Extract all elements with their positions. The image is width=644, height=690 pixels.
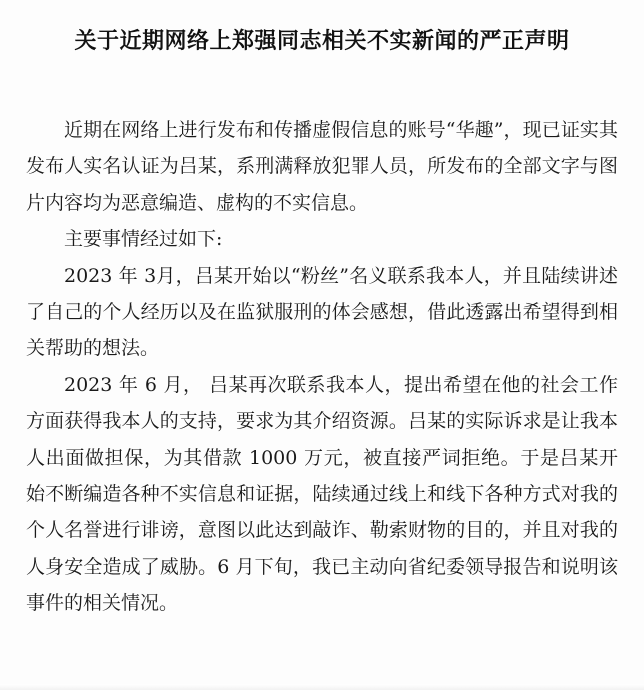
document-body	[26, 112, 618, 622]
paragraph-june-2023: 2023 年 6 月， 吕某再次联系我本人，提出希望在他的社会工作方面获得我本人的支持，要求为其介绍资源。吕某的实际诉求是让我本人出面做担保，为其借款 1000 万元，被直接严词拒绝。于是吕某开始不断编造各种不实信息和证据，陆续通过线上和线下各种方式对我的个人名誉进行诽谤，意图以此达到敲诈、勒索财物的目的，并且对我的人身安全造成了威胁。6 月下旬，我已主动向省纪委领导报告和说明该事件的相关情况。	[26, 373, 618, 615]
paragraph-march-2023: 2023 年 3月，吕某开始以“粉丝”名义联系我本人，并且陆续讲述了自己的个人经历以及在监狱服刑的体会感想，借此透露出希望得到相关帮助的想法。	[26, 264, 618, 360]
document-title: 关于近期网络上郑强同志相关不实新闻的严正声明	[74, 29, 570, 54]
paragraph-summary-heading: 主要事情经过如下:	[64, 228, 223, 251]
page-bottom-edge	[0, 684, 644, 690]
paragraph-intro: 近期在网络上进行发布和传播虚假信息的账号“华趣”，现已证实其发布人实名认证为吕某，系刑满释放犯罪人员，所发布的全部文字与图片内容均为恶意编造、虚构的不实信息。	[26, 119, 618, 214]
